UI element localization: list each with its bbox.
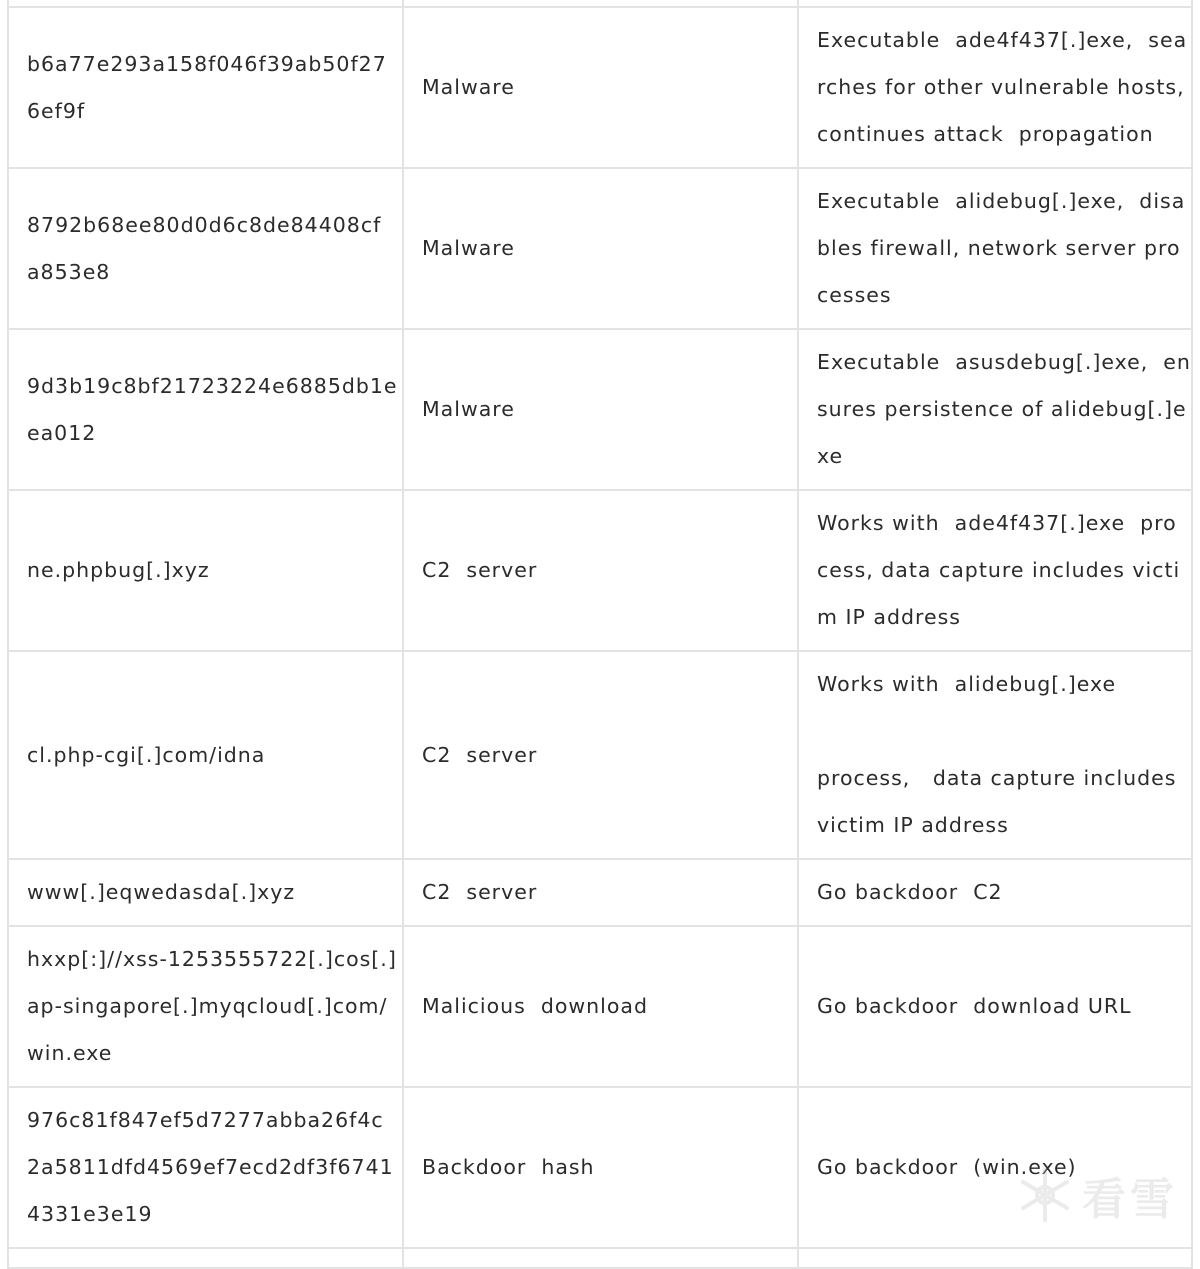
- description-cell-line: Works with alidebug[.]exe: [817, 672, 1117, 696]
- indicator-cell-line: 6ef9f: [27, 98, 86, 123]
- table-row: [8, 859, 1192, 926]
- table-cell-empty: [403, 0, 798, 7]
- type-cell: [403, 1087, 798, 1248]
- indicator-cell-line: win.exe: [27, 1041, 113, 1065]
- description-cell: [798, 926, 1192, 1087]
- indicator-cell-line: a853e8: [27, 259, 111, 284]
- table-row-bottom-partial: [8, 1248, 1192, 1268]
- type-cell-text: Malware: [422, 75, 515, 99]
- indicator-cell-line: cl.php-cgi[.]com/idna: [27, 742, 266, 767]
- table-cell-empty: [798, 1248, 1192, 1268]
- indicator-cell: [8, 651, 403, 859]
- description-cell-line: cess, data capture includes victi: [817, 558, 1181, 582]
- indicator-cell: [8, 168, 403, 329]
- type-cell: [403, 168, 798, 329]
- indicator-cell-line: www[.]eqwedasda[.]xyz: [27, 880, 296, 904]
- description-cell-line: Works with ade4f437[.]exe pro: [817, 511, 1177, 535]
- table-row: [8, 490, 1192, 651]
- table-row: [8, 168, 1192, 329]
- indicator-cell: [8, 7, 403, 168]
- type-cell-text: Malware: [422, 236, 515, 260]
- table-row: [8, 329, 1192, 490]
- type-cell-text: Backdoor hash: [422, 1155, 595, 1179]
- type-cell-text: Malicious download: [422, 994, 648, 1018]
- type-cell: [403, 490, 798, 651]
- indicator-cell-line: 4331e3e19: [27, 1202, 153, 1226]
- description-cell: [798, 168, 1192, 329]
- description-cell: [798, 329, 1192, 490]
- description-cell-line: Executable asusdebug[.]exe, en: [817, 350, 1191, 374]
- type-cell: [403, 859, 798, 926]
- table-row: [8, 926, 1192, 1087]
- table-cell-empty: [403, 1248, 798, 1268]
- type-cell: [403, 651, 798, 859]
- indicator-cell-line: 9d3b19c8bf21723224e6885db1e: [27, 373, 398, 398]
- table-cell-empty: [8, 1248, 403, 1268]
- table-cell-empty: [798, 0, 1192, 7]
- indicator-cell-line: 976c81f847ef5d7277abba26f4c: [27, 1108, 384, 1132]
- table-row: [8, 651, 1192, 859]
- indicator-cell-line: 8792b68ee80d0d6c8de84408cf: [27, 212, 382, 237]
- type-cell-text: C2 server: [422, 558, 538, 582]
- description-cell-line: rches for other vulnerable hosts,: [817, 75, 1185, 99]
- indicator-cell: [8, 859, 403, 926]
- indicator-cell-line: b6a77e293a158f046f39ab50f27: [27, 51, 387, 76]
- type-cell-text: C2 server: [422, 742, 538, 767]
- indicator-cell: [8, 329, 403, 490]
- description-cell-line: bles firewall, network server pro: [817, 236, 1181, 260]
- indicator-cell-line: ap-singapore[.]myqcloud[.]com/: [27, 994, 388, 1018]
- description-cell-line: Executable alidebug[.]exe, disa: [817, 189, 1186, 213]
- type-cell: [403, 7, 798, 168]
- indicator-cell: [8, 926, 403, 1087]
- description-cell-line: [817, 708, 1173, 755]
- description-cell-line: xe: [817, 444, 844, 468]
- description-cell-line: Go backdoor C2: [817, 880, 1003, 904]
- description-cell: [798, 7, 1192, 168]
- description-cell-line: Executable ade4f437[.]exe, sea: [817, 28, 1188, 52]
- indicator-cell-line: ne.phpbug[.]xyz: [27, 558, 210, 582]
- description-cell-line: sures persistence of alidebug[.]e: [817, 397, 1187, 421]
- indicator-cell: [8, 490, 403, 651]
- type-cell-text: Malware: [422, 397, 515, 421]
- indicator-cell-line: hxxp[:]//xss-1253555722[.]cos[.]: [27, 947, 397, 971]
- description-cell-line: victim IP address: [817, 813, 1009, 837]
- description-cell-line: Go backdoor download URL: [817, 994, 1132, 1018]
- indicator-cell-line: 2a5811dfd4569ef7ecd2df3f6741: [27, 1155, 394, 1179]
- indicator-cell: [8, 1087, 403, 1248]
- table-cell-empty: [8, 0, 403, 7]
- ioc-table-body: [8, 0, 1192, 1268]
- table-row-top-partial: [8, 0, 1192, 7]
- description-cell-line: continues attack propagation: [817, 122, 1154, 146]
- description-cell-line: process, data capture includes: [817, 766, 1177, 790]
- description-cell-line: cesses: [817, 283, 892, 307]
- description-cell-line: Go backdoor (win.exe): [817, 1155, 1077, 1179]
- type-cell: [403, 329, 798, 490]
- type-cell-text: C2 server: [422, 880, 538, 904]
- description-cell: [798, 859, 1192, 926]
- description-cell: [798, 651, 1192, 859]
- description-cell: [798, 1087, 1192, 1248]
- table-row: [8, 7, 1192, 168]
- watermark-text: 看雪: [1082, 1174, 1178, 1225]
- description-cell: [798, 490, 1192, 651]
- indicator-cell-line: ea012: [27, 420, 97, 445]
- table-row: [8, 1087, 1192, 1248]
- description-cell-line: m IP address: [817, 605, 961, 629]
- ioc-table: [7, 0, 1193, 1269]
- type-cell: [403, 926, 798, 1087]
